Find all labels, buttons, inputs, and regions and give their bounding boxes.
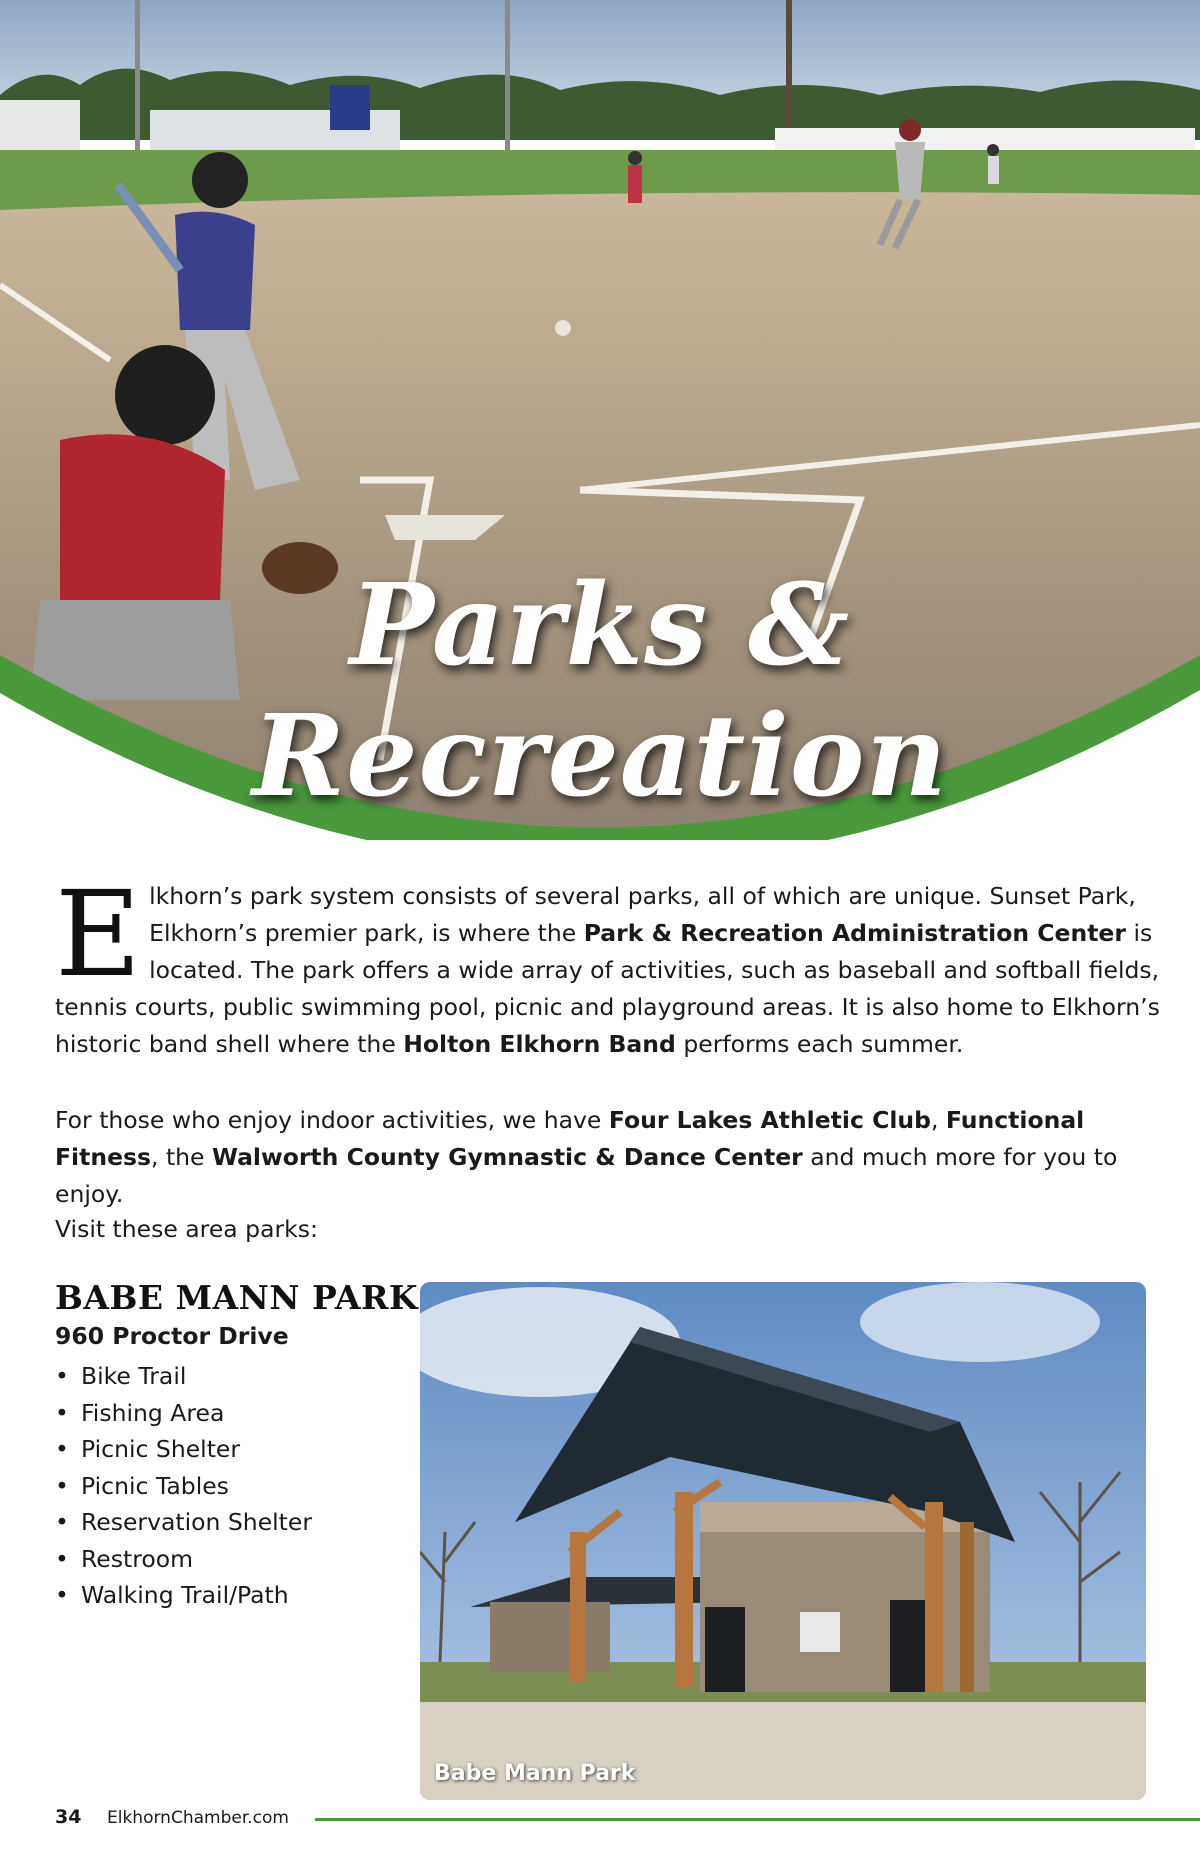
para2-sep1: , bbox=[930, 1106, 946, 1134]
park-address: 960 Proctor Drive bbox=[55, 1322, 289, 1350]
list-item bbox=[55, 1541, 312, 1578]
bullet-icon: • bbox=[55, 1581, 69, 1609]
para2-sep2: , the bbox=[151, 1143, 212, 1171]
page-title: Parks & Recreation bbox=[252, 560, 948, 822]
bullet-icon: • bbox=[55, 1471, 69, 1500]
hero-banner bbox=[0, 0, 1200, 840]
list-item bbox=[55, 1395, 312, 1432]
bullet-icon: • bbox=[55, 1398, 69, 1427]
intro-text-start: lkhorn’s park system consists of several parks, all of which are unique. Sunset Park, Elkhorn’s premier park, is where the bbox=[149, 882, 1136, 947]
intro-paragraph bbox=[55, 865, 1165, 1063]
footer-divider bbox=[315, 1818, 1200, 1821]
park-heading: BABE MANN PARK bbox=[55, 1278, 419, 1317]
bullet-icon: • bbox=[55, 1508, 69, 1536]
amenity-label: Picnic Tables bbox=[81, 1471, 229, 1500]
amenity-label: Bike Trail bbox=[81, 1362, 187, 1390]
intro-text-end: performs each summer. bbox=[675, 1030, 964, 1058]
park-shelter-image bbox=[420, 1282, 1146, 1800]
amenity-label: Restroom bbox=[81, 1544, 193, 1573]
para2-tail: and much more for you to enjoy. bbox=[55, 1143, 1118, 1208]
page-number: 34 bbox=[55, 1806, 82, 1828]
para2-bold-functional-fitness: Functional Fitness bbox=[55, 1106, 1085, 1171]
amenity-label: Walking Trail/Path bbox=[81, 1581, 289, 1609]
drop-cap: E bbox=[55, 865, 142, 1003]
intro-text bbox=[55, 865, 1165, 1063]
indoor-activities-paragraph bbox=[55, 1102, 1165, 1213]
list-item bbox=[55, 1358, 312, 1395]
para2-lead: For those who enjoy indoor activities, we have bbox=[55, 1106, 609, 1134]
amenities-list bbox=[55, 1358, 312, 1614]
list-item bbox=[55, 1577, 312, 1614]
amenity-label: Picnic Shelter bbox=[81, 1435, 241, 1463]
list-item bbox=[55, 1504, 312, 1541]
para2-bold-four-lakes: Four Lakes Athletic Club bbox=[608, 1106, 931, 1134]
para2-bold-gymnastic: Walworth County Gymnastic & Dance Center bbox=[211, 1143, 803, 1171]
visit-parks-text: Visit these area parks: bbox=[55, 1215, 318, 1243]
bullet-icon: • bbox=[55, 1544, 69, 1573]
photo-caption: Babe Mann Park bbox=[434, 1761, 636, 1786]
intro-bold-admin-center: Park & Recreation Administration Center bbox=[583, 919, 1126, 947]
list-item bbox=[55, 1468, 312, 1505]
intro-bold-band: Holton Elkhorn Band bbox=[403, 1030, 676, 1058]
website-link[interactable]: ElkhornChamber.com bbox=[107, 1808, 289, 1828]
intro-text-mid: is located. The park offers a wide array of activities, such as baseball and softball fields, tennis courts, public swimming pool, picnic and playground areas. It is also home to Elkhorn’s historic band shell where the bbox=[55, 919, 1160, 1058]
list-item bbox=[55, 1431, 312, 1468]
bullet-icon: • bbox=[55, 1435, 69, 1463]
park-photo bbox=[420, 1282, 1146, 1800]
bullet-icon: • bbox=[55, 1362, 69, 1390]
amenity-label: Fishing Area bbox=[81, 1398, 225, 1427]
amenity-label: Reservation Shelter bbox=[81, 1508, 313, 1536]
